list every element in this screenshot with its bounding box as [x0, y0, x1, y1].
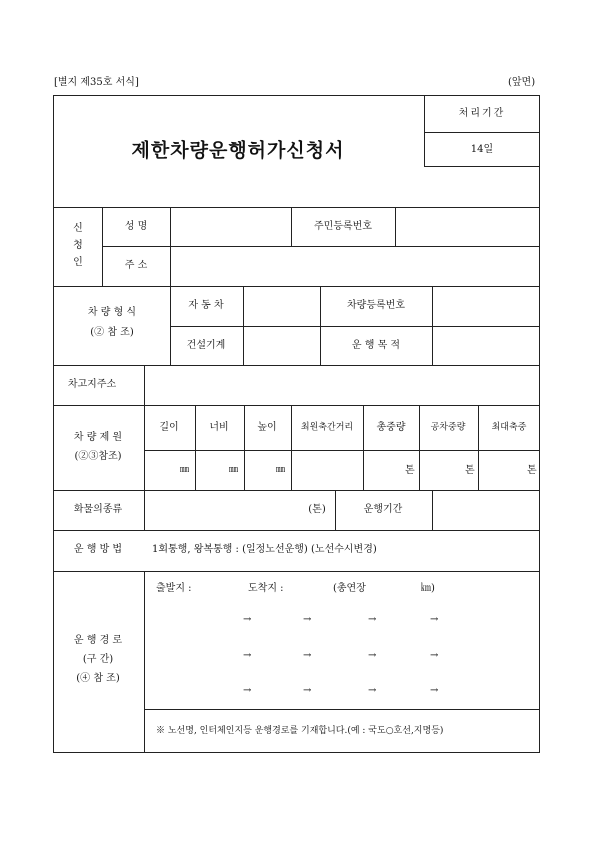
- rule-vehicle-c: [432, 286, 433, 366]
- form-number: [별지 제35호 서식]: [54, 77, 139, 88]
- address-label: 주 소: [124, 260, 148, 271]
- cargo-type-field[interactable]: [146, 492, 306, 528]
- rule-processing-box-bottom: [424, 166, 540, 167]
- rule-spec-6: [478, 405, 479, 491]
- axle-distance-field[interactable]: [293, 452, 362, 489]
- gross-weight-unit: 톤: [405, 465, 415, 476]
- length-unit: ㎜: [180, 465, 190, 475]
- rule-route-note: [144, 709, 540, 710]
- route-arrow: →: [243, 685, 252, 696]
- rule-garage-col: [144, 365, 145, 531]
- route-arrow: →: [368, 685, 377, 696]
- spec-header-axle-distance: 최원축간거리: [300, 422, 354, 433]
- cargo-weight-unit: (톤): [308, 504, 326, 515]
- specs-ref: (②③참조): [74, 451, 122, 462]
- rule-specs-mid: [144, 450, 540, 451]
- height-unit: ㎜: [276, 465, 286, 475]
- rule-spec-4: [363, 405, 364, 491]
- route-ref: (④ 참 조): [76, 673, 120, 684]
- rule-garage-end: [53, 405, 540, 406]
- empty-weight-unit: 톤: [465, 465, 475, 476]
- rule-label-col: [170, 207, 171, 366]
- route-arrow: →: [303, 650, 312, 661]
- rule-applicant-group: [102, 207, 103, 286]
- rule-vehicle-end: [53, 365, 540, 366]
- route-arrow: →: [368, 650, 377, 661]
- rule-vehicle-b: [320, 286, 321, 366]
- route-arrow: →: [430, 614, 439, 625]
- resident-id-label: 주민등록번호: [314, 221, 372, 232]
- route-note: ※ 노선명, 인터체인지등 운행경로를 기재합니다.(예 : 국도○호선,지명등): [156, 726, 444, 736]
- vehicle-type-ref: (② 참 조): [90, 327, 134, 338]
- route-arrow: →: [243, 650, 252, 661]
- rule-method-end: [53, 571, 540, 572]
- name-label: 성 명: [124, 221, 148, 232]
- operation-method-label: 운 행 방 법: [73, 544, 123, 555]
- total-distance-label: (총연장: [333, 583, 366, 594]
- route-arrow: →: [368, 614, 377, 625]
- rule-route-col: [144, 571, 145, 753]
- construction-machine-field[interactable]: [245, 328, 318, 363]
- rule-name-row: [102, 246, 540, 247]
- rule-cargo-end: [53, 530, 540, 531]
- cargo-type-label: 화물의종류: [73, 504, 123, 515]
- purpose-field[interactable]: [434, 328, 538, 363]
- car-field[interactable]: [245, 288, 318, 324]
- departure-label: 출발지 :: [156, 583, 192, 594]
- rule-spec-3: [291, 405, 292, 491]
- construction-machine-label: 건설기계: [186, 340, 226, 351]
- registration-no-label: 차량등록번호: [347, 300, 405, 311]
- route-arrow: →: [430, 650, 439, 661]
- operation-method-options[interactable]: 1회통행, 왕복통행 : (일정노선운행) (노선수시변경): [152, 544, 377, 555]
- garage-address-field[interactable]: [146, 367, 538, 403]
- rule-processing-left: [424, 95, 425, 167]
- route-sub-label: (구 간): [82, 654, 114, 665]
- total-distance-unit: ㎞): [421, 583, 435, 594]
- rule-after-title: [53, 207, 540, 208]
- route-entry-area[interactable]: [146, 600, 538, 706]
- route-arrow: →: [303, 685, 312, 696]
- spec-header-length: 길이: [159, 422, 179, 433]
- rule-id-left: [291, 207, 292, 247]
- spec-header-max-axle: 최대축중: [491, 422, 527, 433]
- rule-spec-5: [419, 405, 420, 491]
- vehicle-type-label: 차 량 형 식: [87, 307, 137, 318]
- operation-period-label: 운행기간: [363, 504, 403, 515]
- rule-spec-1: [195, 405, 196, 491]
- rule-applicant-end: [53, 286, 540, 287]
- rule-spec-2: [244, 405, 245, 491]
- spec-header-gross-weight: 총중량: [376, 422, 406, 433]
- applicant-label-2: 청: [73, 240, 83, 251]
- purpose-label: 운 행 목 적: [351, 340, 401, 351]
- destination-label: 도착지 :: [248, 583, 284, 594]
- operation-period-field[interactable]: [434, 492, 538, 528]
- address-field[interactable]: [172, 248, 538, 284]
- applicant-label-3: 인: [73, 257, 83, 268]
- route-arrow: →: [430, 685, 439, 696]
- rule-processing-box: [424, 132, 540, 133]
- rule-vehicle-a: [243, 286, 244, 366]
- route-arrow: →: [243, 614, 252, 625]
- processing-period-value: 14일: [470, 144, 494, 155]
- registration-no-field[interactable]: [434, 288, 538, 324]
- rule-specs-end: [53, 490, 540, 491]
- rule-id-right: [395, 207, 396, 247]
- rule-cargo-a: [335, 490, 336, 531]
- applicant-label-1: 신: [73, 223, 83, 234]
- page-side-label: (앞면): [508, 77, 536, 88]
- resident-id-field[interactable]: [397, 209, 538, 244]
- garage-address-label: 차고지주소: [67, 379, 117, 390]
- form-title: 제한차량운행허가신청서: [131, 139, 345, 162]
- spec-header-width: 너비: [209, 422, 229, 433]
- specs-label: 차 량 제 원: [73, 432, 123, 443]
- processing-period-label: 처리기간: [458, 108, 506, 119]
- name-field[interactable]: [172, 209, 289, 244]
- max-axle-unit: 톤: [527, 465, 537, 476]
- rule-cargo-b: [432, 490, 433, 531]
- route-arrow: →: [303, 614, 312, 625]
- car-label: 자 동 차: [188, 300, 224, 311]
- width-unit: ㎜: [229, 465, 239, 475]
- spec-header-empty-weight: 공차중량: [430, 422, 466, 433]
- rule-vehicle-mid: [170, 326, 540, 327]
- route-label: 운 행 경 로: [73, 635, 123, 646]
- spec-header-height: 높이: [257, 422, 277, 433]
